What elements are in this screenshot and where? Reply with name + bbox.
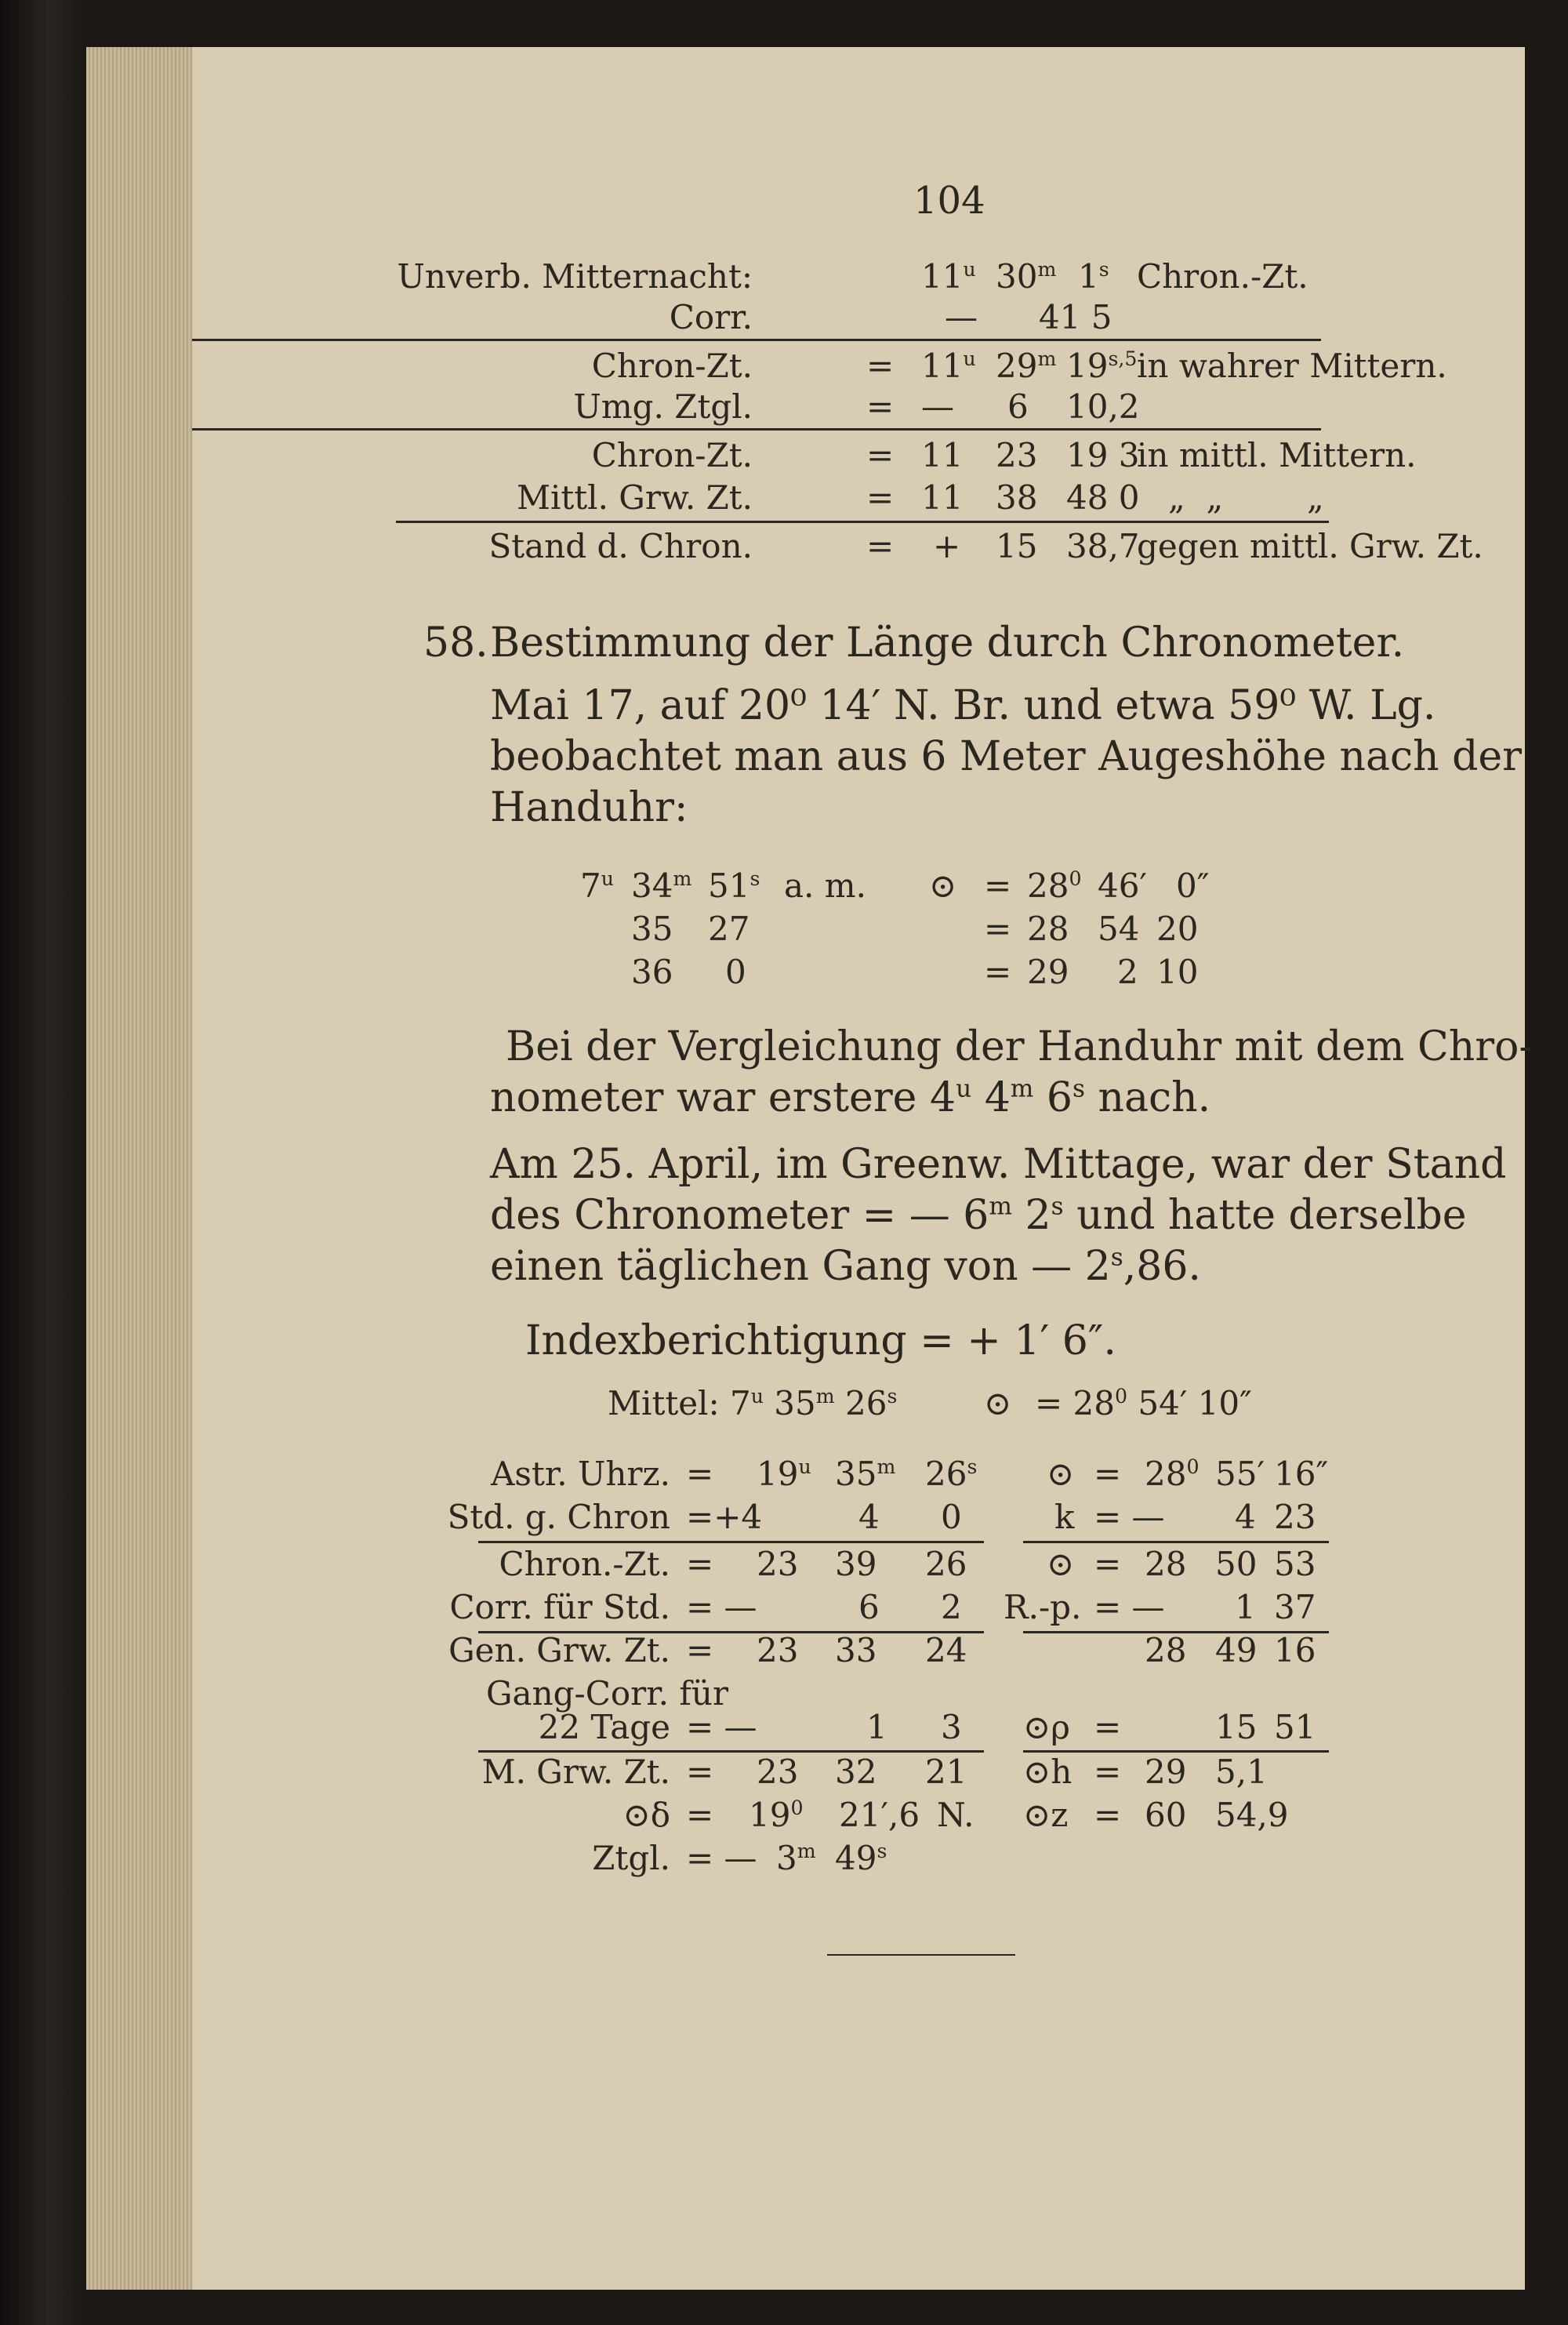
left-label: ⊙δ [622, 1796, 670, 1834]
left-b: 6 [858, 1588, 880, 1626]
page-number: 104 [913, 179, 985, 223]
table1-note: in wahrer Mittern. [1137, 347, 1447, 385]
right-c: 53 [1274, 1545, 1316, 1583]
sun-symbol: ⊙ [984, 1384, 1012, 1422]
obs-min: 54 [1098, 910, 1140, 948]
right-eq: = — [1094, 1498, 1165, 1536]
table1-note: „ „ „ [1168, 478, 1324, 517]
right-label: ⊙ρ [1023, 1708, 1070, 1746]
right-a: 60 [1145, 1796, 1187, 1834]
left-label: M. Grw. Zt. [481, 1753, 670, 1791]
right-eq: = [1094, 1796, 1122, 1834]
left-c: N. [937, 1796, 975, 1834]
right-b: 49 [1215, 1631, 1258, 1669]
right-label: ⊙z [1023, 1796, 1069, 1834]
left-a: 23 [757, 1545, 799, 1583]
obs-sec: 10 [1156, 953, 1199, 991]
table1-note: in mittl. Mittern. [1137, 436, 1417, 474]
right-eq: = [1094, 1545, 1122, 1583]
left-c: 24 [925, 1631, 967, 1669]
index-correction: Indexberichtigung = + 1′ 6″. [525, 1317, 1116, 1364]
right-eq: = [1094, 1708, 1122, 1746]
left-a: 3$^m$ [776, 1839, 816, 1877]
table1-eq: = [866, 436, 895, 474]
left-eq: = — [686, 1708, 757, 1746]
left-b: 35$^m$ [835, 1455, 896, 1493]
table1-note: gegen mittl. Grw. Zt. [1137, 527, 1483, 565]
para1-line: Handuhr: [490, 784, 688, 831]
left-eq: = [686, 1796, 714, 1834]
left-label: 22 Tage [538, 1708, 670, 1746]
table-rule [478, 1541, 984, 1543]
obs-min: 46′ [1098, 866, 1147, 905]
left-b: 1 [866, 1708, 887, 1746]
left-b: 39 [835, 1545, 877, 1583]
left-label: Gang-Corr. für [486, 1674, 729, 1713]
right-a: $28^0$ [1145, 1455, 1200, 1493]
right-b: 55′ [1215, 1455, 1265, 1493]
book-spine [0, 0, 86, 2325]
right-b: 4 [1235, 1498, 1256, 1536]
obs-sec: 0″ [1176, 866, 1210, 905]
obs-min: 2 [1117, 953, 1138, 991]
left-label: Ztgl. [592, 1839, 670, 1877]
right-label: ⊙ [1047, 1545, 1075, 1583]
table1-seconds: 48 0 [1066, 478, 1140, 517]
left-b: 21′,6 [839, 1796, 920, 1834]
right-c: 16 [1274, 1631, 1316, 1669]
left-c: 2 [941, 1588, 962, 1626]
obs-eq: = [984, 866, 1012, 905]
right-eq: = [1094, 1753, 1122, 1791]
table1-minutes: 23 [996, 436, 1038, 474]
right-b: 15 [1215, 1708, 1258, 1746]
table1-seconds: 10,2 [1066, 387, 1140, 426]
table1-label: Mittl. Grw. Zt. [516, 478, 753, 517]
left-label: Std. g. Chron [447, 1498, 670, 1536]
left-eq: = [686, 1545, 714, 1583]
right-b: 5,1 [1215, 1753, 1268, 1791]
left-label: Astr. Uhrz. [491, 1455, 670, 1493]
para1-line: Mai 17, auf 20⁰ 14′ N. Br. und etwa 59⁰ W. Lg. [490, 682, 1436, 729]
table-rule [192, 339, 1321, 341]
page-edges [86, 47, 204, 2290]
para2-line: nometer war erstere 4$^u$ 4$^m$ 6$^s$ nach. [490, 1074, 1211, 1121]
book-page [192, 47, 1533, 2290]
table1-hours: 11 [921, 436, 964, 474]
mittel-line: Mittel: 7$^u$ 35$^m$ 26$^s$ [608, 1384, 898, 1422]
obs-deg: 29 [1027, 953, 1069, 991]
obs-eq: = [984, 953, 1012, 991]
closing-rule [827, 1954, 1015, 1956]
right-eq: = [1094, 1455, 1122, 1493]
left-eq: = — [686, 1588, 757, 1626]
obs-seconds: 0 [725, 953, 746, 991]
obs-minutes: 34$^m$ [631, 866, 692, 905]
para2-line: Bei der Vergleichung der Handuhr mit dem Chro- [506, 1023, 1533, 1070]
obs-deg: $28^0$ [1027, 866, 1082, 905]
table1-eq: = [866, 527, 895, 565]
left-a: 23 [757, 1753, 799, 1791]
sun-symbol: ⊙ [929, 866, 957, 905]
table1-label: Corr. [669, 298, 753, 336]
left-b: 32 [835, 1753, 877, 1791]
obs-hours: 7$^u$ [580, 866, 614, 905]
mittel-angle: = $28^0$ 54′ 10″ [1035, 1384, 1252, 1422]
table1-seconds: 1$^s$ [1078, 257, 1109, 296]
left-eq: =+4 [686, 1498, 763, 1536]
left-c: 21 [925, 1753, 967, 1791]
right-a: 29 [1145, 1753, 1187, 1791]
right-c: 23 [1274, 1498, 1316, 1536]
right-eq: = — [1094, 1588, 1165, 1626]
right-label: R.-p. [1004, 1588, 1082, 1626]
table1-minutes: 38 [996, 478, 1038, 517]
obs-minutes: 36 [631, 953, 673, 991]
para3-line: Am 25. April, im Greenw. Mittage, war der Stand [490, 1141, 1507, 1188]
table1-note: Chron.-Zt. [1137, 257, 1308, 296]
left-c: 3 [941, 1708, 962, 1746]
obs-suffix: a. m. [784, 866, 866, 905]
obs-deg: 28 [1027, 910, 1069, 948]
left-label: Gen. Grw. Zt. [448, 1631, 670, 1669]
table1-eq: = [866, 347, 895, 385]
table1-label: Unverb. Mitternacht: [397, 257, 753, 296]
table1-label: Stand d. Chron. [488, 527, 753, 565]
obs-seconds: 27 [708, 910, 750, 948]
obs-sec: 20 [1156, 910, 1199, 948]
para3-line: des Chronometer = — 6$^m$ 2$^s$ und hatte derselbe [490, 1192, 1467, 1239]
table1-hours: 11 [921, 478, 964, 517]
table1-seconds: 41 5 [1039, 298, 1112, 336]
left-a: 23 [757, 1631, 799, 1669]
table1-minutes: 29$^m$ [996, 347, 1057, 385]
para3-line: einen täglichen Gang von — 2$^s$,86. [490, 1243, 1201, 1290]
right-b: 54,9 [1215, 1796, 1289, 1834]
table-rule [192, 428, 1321, 430]
right-b: 1 [1235, 1588, 1256, 1626]
right-label: k [1054, 1498, 1075, 1536]
table1-seconds: 38,7 [1066, 527, 1140, 565]
left-a: $19^0$ [749, 1796, 804, 1834]
table1-minutes: 30$^m$ [996, 257, 1057, 296]
left-b: 33 [835, 1631, 877, 1669]
left-label: Corr. für Std. [449, 1588, 670, 1626]
right-a: 28 [1145, 1631, 1187, 1669]
right-c: 16″ [1274, 1455, 1329, 1493]
left-c: 0 [941, 1498, 962, 1536]
table1-label: Umg. Ztgl. [573, 387, 753, 426]
right-b: 50 [1215, 1545, 1258, 1583]
left-eq: = [686, 1753, 714, 1791]
left-b: 4 [858, 1498, 880, 1536]
right-label: ⊙ [1047, 1455, 1075, 1493]
table1-hours: 11$^u$ [921, 257, 976, 296]
table-rule [1023, 1541, 1329, 1543]
obs-eq: = [984, 910, 1012, 948]
table1-minutes: 6 [1007, 387, 1029, 426]
table1-eq: = [866, 387, 895, 426]
left-eq: = [686, 1631, 714, 1669]
right-c: 37 [1274, 1588, 1316, 1626]
obs-minutes: 35 [631, 910, 673, 948]
right-a: 28 [1145, 1545, 1187, 1583]
left-c: 26 [925, 1545, 967, 1583]
table1-eq: = [866, 478, 895, 517]
obs-seconds: 51$^s$ [708, 866, 760, 905]
left-label: Chron.-Zt. [499, 1545, 670, 1583]
table1-seconds: 19 3 [1066, 436, 1140, 474]
left-b: 49$^s$ [835, 1839, 887, 1877]
table1-label: Chron-Zt. [591, 436, 753, 474]
table1-label: Chron-Zt. [591, 347, 753, 385]
para1-line: beobachtet man aus 6 Meter Augeshöhe nach der [490, 733, 1523, 780]
table1-hours: — [921, 387, 954, 426]
right-label: ⊙h [1023, 1753, 1073, 1791]
left-a: 19$^u$ [757, 1455, 811, 1493]
section-title: Bestimmung der Länge durch Chronometer. [490, 619, 1405, 667]
table1-hours: + [933, 527, 961, 565]
table1-minutes: 15 [996, 527, 1038, 565]
table1-seconds: 19$^{s,5}$ [1066, 347, 1138, 385]
table1-hours: — [945, 298, 978, 336]
left-c: 26$^s$ [925, 1455, 978, 1493]
left-eq: = [686, 1455, 714, 1493]
table-rule [396, 521, 1329, 523]
right-c: 51 [1274, 1708, 1316, 1746]
section-number: 58. [423, 619, 488, 667]
left-eq: = — [686, 1839, 757, 1877]
table1-hours: 11$^u$ [921, 347, 976, 385]
